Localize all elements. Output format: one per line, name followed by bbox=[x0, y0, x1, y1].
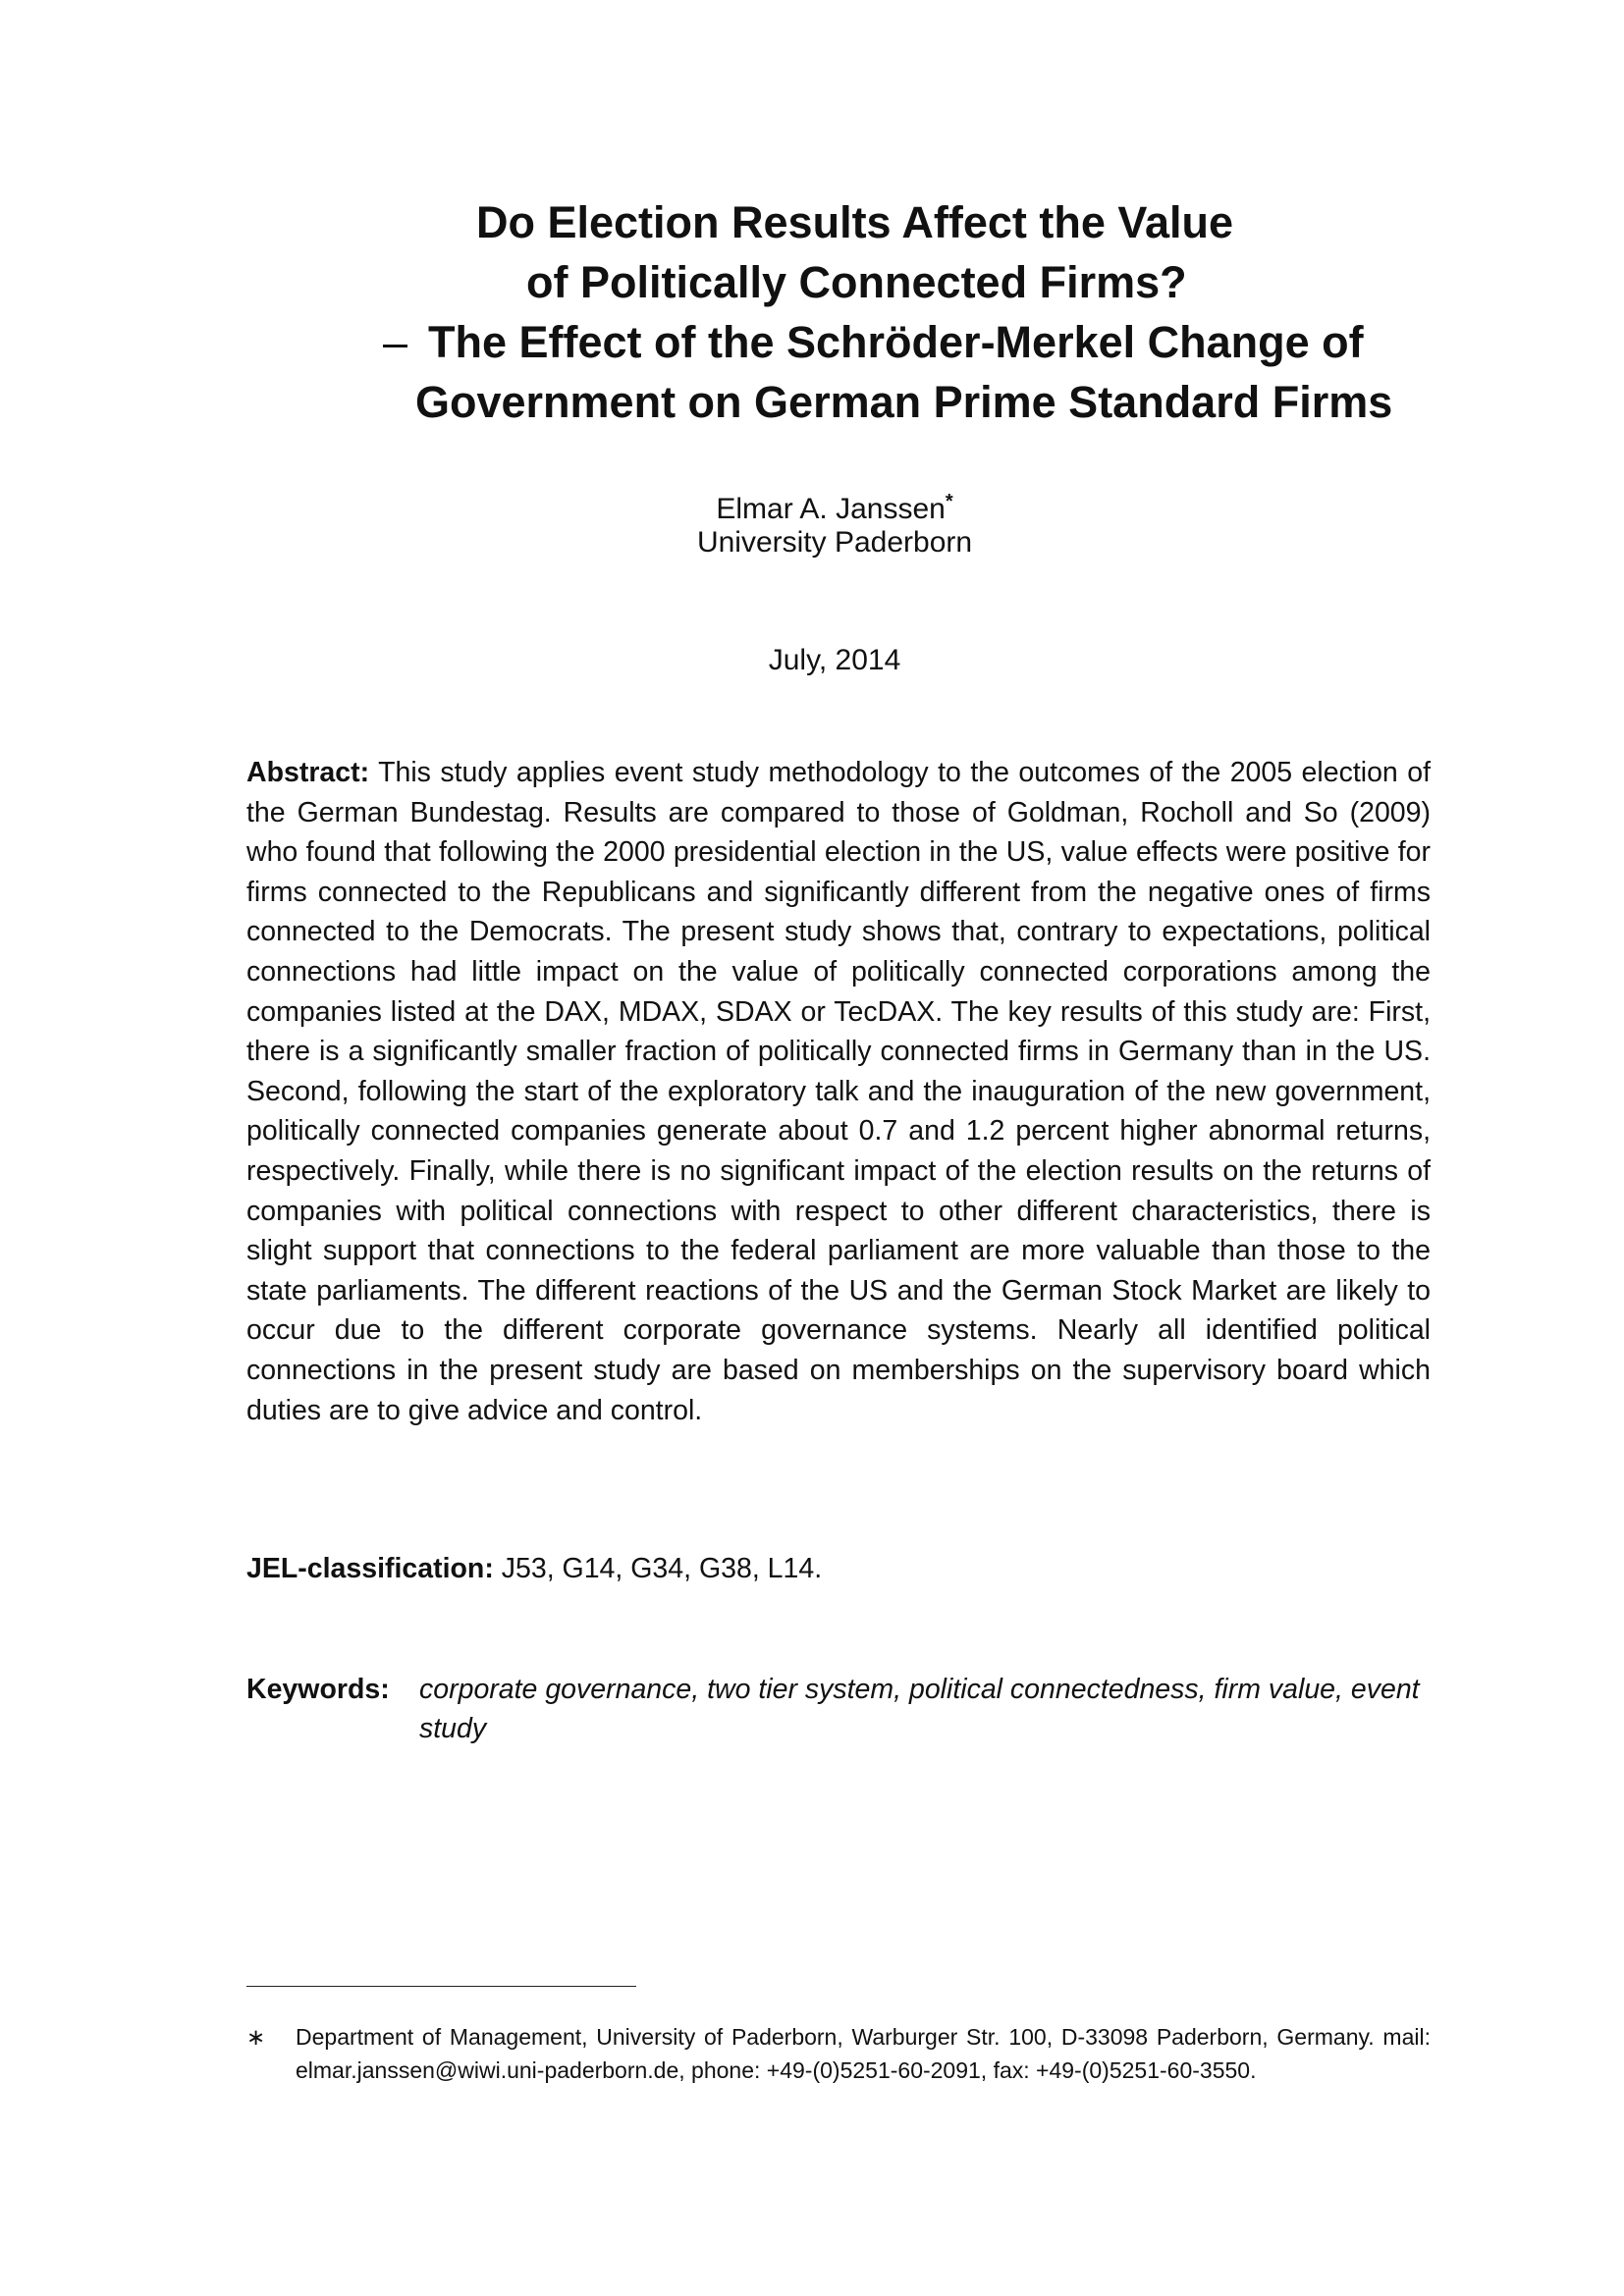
subtitle-dash: – bbox=[383, 317, 408, 367]
footnote bbox=[246, 2020, 1431, 2087]
publication-date: July, 2014 bbox=[768, 644, 901, 676]
abstract bbox=[246, 753, 1431, 1430]
subtitle-text-1: The Effect of the Schröder-Merkel Change of bbox=[428, 317, 1364, 367]
jel-label: JEL-classification: bbox=[246, 1553, 494, 1584]
footnote-mark: ∗ bbox=[246, 2024, 266, 2050]
jel-codes: J53, G14, G34, G38, L14. bbox=[501, 1553, 823, 1584]
footnote-divider bbox=[246, 1986, 636, 1987]
jel-classification bbox=[246, 1549, 822, 1588]
abstract-label: Abstract: bbox=[246, 757, 370, 788]
abstract-text: This study applies event study methodology to the outcomes of the 2005 election of the German Bundestag. Results are compared to those of Goldman, Rocholl and So (2009) who found that following the 2000 presidential election in the US, value effects were positive for firms connected to the Republicans and significantly different from the negative ones of firms connected to the Democrats. The present study shows that, contrary to expectations, political connections had little impact on the value of politically connected corporations among the companies listed at the DAX, MDAX, SDAX or TecDAX. The key results of this study are: First, there is a significantly smaller fraction of politically connected firms in Germany than in the US. Second, following the start of the exploratory talk and the inauguration of the new government, politically connected companies generate about 0.7 and 1.2 percent higher abnormal returns, respectively. Finally, while there is no significant impact of the election results on the returns of companies with political connections with respect to other different characteristics, there is slight support that connections to the federal parliament are more valuable than those to the state parliaments. The different reactions of the US and the German Stock Market are likely to occur due to the different corporate governance systems. Nearly all identified political connections in the present study are based on memberships on the supervisory board which duties are to give advice and control. bbox=[246, 757, 1432, 1426]
keywords-text: corporate governance, two tier system, political connectedness, firm value, event study bbox=[419, 1674, 1420, 1744]
subtitle-line-2: Government on German Prime Standard Firms bbox=[415, 377, 1393, 427]
title-line-1: Do Election Results Affect the Value bbox=[476, 197, 1233, 247]
author-name: Elmar A. Janssen bbox=[716, 493, 946, 525]
keywords-label: Keywords: bbox=[246, 1674, 390, 1705]
author-affiliation: University Paderborn bbox=[696, 526, 973, 559]
author-footnote-mark[interactable]: * bbox=[945, 491, 953, 512]
paper-title bbox=[344, 192, 1393, 432]
title-line-2: of Politically Connected Firms? bbox=[526, 257, 1187, 307]
keywords bbox=[246, 1670, 1431, 1748]
footnote-text: Department of Management, University of Paderborn, Warburger Str. 100, D-33098 Paderborn, Germany. mail: elmar.janssen@wiwi.uni-paderborn.de, phone: +49-(0)5251-60-2091, fax: +49-(0)5251-60-3550. bbox=[296, 2024, 1431, 2083]
subtitle-line-1 bbox=[344, 312, 1375, 372]
